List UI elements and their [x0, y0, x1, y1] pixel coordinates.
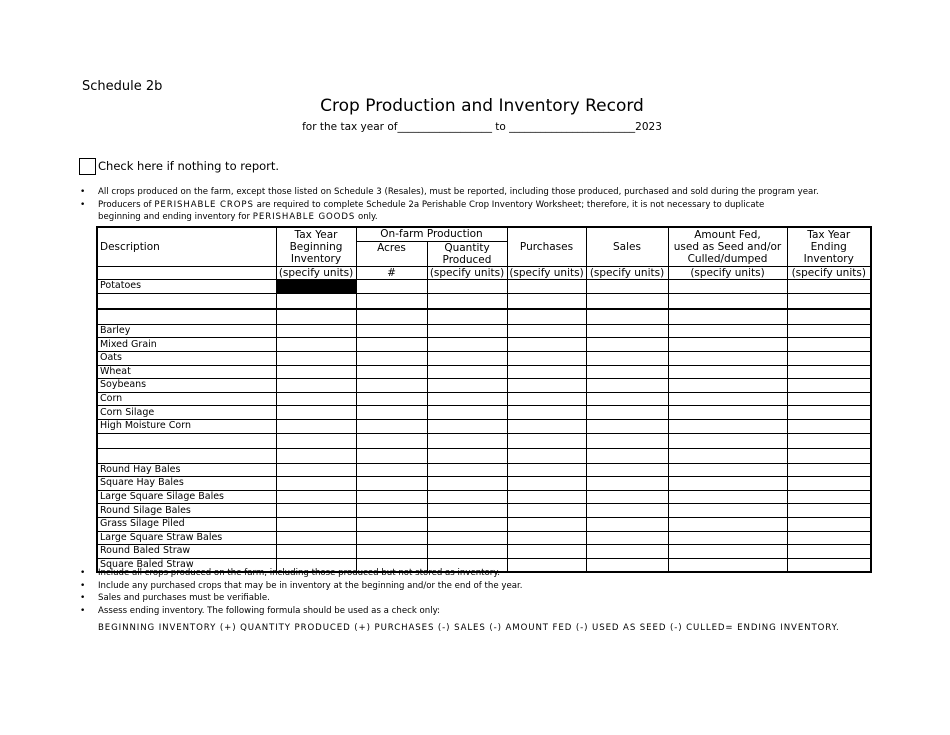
- crop-inventory-table: [96, 226, 872, 573]
- row-description: Wheat: [97, 365, 276, 379]
- input-cell-acres[interactable]: [356, 338, 427, 352]
- input-cell-purchases[interactable]: [507, 392, 586, 406]
- input-cell-amount-fed[interactable]: [668, 365, 787, 379]
- input-cell-quantity-produced[interactable]: [427, 463, 507, 477]
- input-cell-sales[interactable]: [586, 490, 668, 504]
- table-row: [97, 351, 871, 365]
- input-cell-sales[interactable]: [586, 379, 668, 393]
- input-cell-amount-fed[interactable]: [668, 379, 787, 393]
- note-text: Producers of: [98, 199, 155, 210]
- input-cell-acres[interactable]: [356, 351, 427, 365]
- table-row: [97, 365, 871, 379]
- row-description: Soybeans: [97, 379, 276, 393]
- input-cell-purchases[interactable]: [507, 545, 586, 559]
- input-cell-acres[interactable]: [356, 433, 427, 448]
- input-cell-purchases[interactable]: [507, 406, 586, 420]
- input-cell-quantity-produced[interactable]: [427, 309, 507, 325]
- table-row: [97, 379, 871, 393]
- input-cell-amount-fed[interactable]: [668, 517, 787, 531]
- note-text: Sales and purchases must be verifiable.: [98, 593, 270, 604]
- input-cell-purchases[interactable]: [507, 280, 586, 294]
- input-cell-sales[interactable]: [586, 365, 668, 379]
- input-cell-beginning-inventory[interactable]: [276, 504, 356, 518]
- input-cell-beginning-inventory[interactable]: [276, 531, 356, 545]
- input-cell-purchases[interactable]: [507, 448, 586, 463]
- table-row: [97, 293, 871, 309]
- input-cell-quantity-produced[interactable]: [427, 419, 507, 433]
- input-cell-acres[interactable]: [356, 545, 427, 559]
- input-cell-sales[interactable]: [586, 477, 668, 491]
- input-cell-acres[interactable]: [356, 419, 427, 433]
- input-cell-purchases[interactable]: [507, 531, 586, 545]
- input-cell-beginning-inventory[interactable]: [276, 379, 356, 393]
- input-cell-sales[interactable]: [586, 463, 668, 477]
- input-cell-ending-inventory[interactable]: [787, 531, 871, 545]
- input-cell-ending-inventory[interactable]: [787, 365, 871, 379]
- input-cell-acres[interactable]: [356, 365, 427, 379]
- input-cell-beginning-inventory[interactable]: [276, 448, 356, 463]
- note-text: only.: [355, 212, 378, 223]
- input-cell-quantity-produced[interactable]: [427, 504, 507, 518]
- table-row: [97, 406, 871, 420]
- row-description: Round Silage Bales: [97, 504, 276, 518]
- input-cell-sales[interactable]: [586, 531, 668, 545]
- inventory-formula: BEGINNING INVENTORY (+) QUANTITY PRODUCED (+) PURCHASES (-) SALES (-) AMOUNT FED (-) USED AS SEED (-) CULLED= ENDING INVENTORY.: [98, 623, 840, 633]
- input-cell-amount-fed[interactable]: [668, 419, 787, 433]
- input-cell-quantity-produced[interactable]: [427, 379, 507, 393]
- header-line: Inventory: [803, 252, 854, 265]
- input-cell-ending-inventory[interactable]: [787, 392, 871, 406]
- units-purchases: (specify units): [507, 266, 586, 280]
- input-cell-amount-fed[interactable]: [668, 406, 787, 420]
- input-cell-amount-fed[interactable]: [668, 338, 787, 352]
- input-cell-ending-inventory[interactable]: [787, 448, 871, 463]
- table-row: [97, 545, 871, 559]
- note-item: [80, 605, 870, 618]
- input-cell-amount-fed[interactable]: [668, 490, 787, 504]
- input-cell-beginning-inventory[interactable]: [276, 324, 356, 338]
- note-item: [80, 199, 870, 212]
- header-line: Tax Year: [294, 228, 338, 241]
- input-cell-purchases[interactable]: [507, 419, 586, 433]
- header-ending-inventory: [787, 227, 871, 266]
- input-cell-ending-inventory[interactable]: [787, 379, 871, 393]
- input-cell-quantity-produced[interactable]: [427, 490, 507, 504]
- input-cell-beginning-inventory[interactable]: [276, 419, 356, 433]
- input-cell-ending-inventory[interactable]: [787, 490, 871, 504]
- input-cell-quantity-produced[interactable]: [427, 324, 507, 338]
- input-cell-beginning-inventory[interactable]: [276, 406, 356, 420]
- header-line: Ending: [810, 240, 847, 253]
- row-description: Barley: [97, 324, 276, 338]
- table-row: [97, 531, 871, 545]
- input-cell-beginning-inventory[interactable]: [276, 392, 356, 406]
- input-cell-purchases[interactable]: [507, 365, 586, 379]
- table-row: [97, 517, 871, 531]
- note-text: are required to complete Schedule 2a Perishable Crop Inventory Worksheet; therefore, it is not necessary to duplicate: [253, 199, 765, 210]
- row-description: Round Hay Bales: [97, 463, 276, 477]
- input-cell-beginning-inventory[interactable]: [276, 351, 356, 365]
- row-description: [97, 293, 276, 309]
- header-sales: Sales: [586, 227, 668, 266]
- header-line: Produced: [442, 253, 492, 266]
- header-line: Beginning: [289, 240, 343, 253]
- input-cell-quantity-produced[interactable]: [427, 477, 507, 491]
- input-cell-sales[interactable]: [586, 351, 668, 365]
- input-cell-ending-inventory[interactable]: [787, 280, 871, 294]
- table-row: [97, 433, 871, 448]
- input-cell-acres[interactable]: [356, 392, 427, 406]
- input-cell-amount-fed[interactable]: [668, 504, 787, 518]
- input-cell-ending-inventory[interactable]: [787, 351, 871, 365]
- input-cell-purchases[interactable]: [507, 477, 586, 491]
- note-text: Include any purchased crops that may be in inventory at the beginning and/or the end of the year.: [98, 580, 523, 591]
- header-line: Tax Year: [807, 228, 851, 241]
- input-cell-acres[interactable]: [356, 531, 427, 545]
- input-cell-beginning-inventory[interactable]: [276, 338, 356, 352]
- header-acres: Acres: [356, 241, 427, 266]
- input-cell-amount-fed[interactable]: [668, 545, 787, 559]
- input-cell-acres[interactable]: [356, 463, 427, 477]
- input-cell-sales[interactable]: [586, 324, 668, 338]
- input-cell-ending-inventory[interactable]: [787, 463, 871, 477]
- input-cell-quantity-produced[interactable]: [427, 392, 507, 406]
- units-beginning-inventory: (specify units): [276, 266, 356, 280]
- note-text: All crops produced on the farm, except those listed on Schedule 3 (Resales), must be reported, including those produced, purchased and sold during the program year.: [98, 187, 819, 197]
- input-cell-amount-fed[interactable]: [668, 293, 787, 309]
- row-description: [97, 448, 276, 463]
- input-cell-quantity-produced[interactable]: [427, 545, 507, 559]
- input-cell-ending-inventory[interactable]: [787, 293, 871, 309]
- input-cell-amount-fed[interactable]: [668, 531, 787, 545]
- input-cell-purchases[interactable]: [507, 309, 586, 325]
- input-cell-sales[interactable]: [586, 392, 668, 406]
- header-beginning-inventory: [276, 227, 356, 266]
- input-cell-purchases[interactable]: [507, 517, 586, 531]
- input-cell-quantity-produced[interactable]: [427, 531, 507, 545]
- input-cell-acres[interactable]: [356, 309, 427, 325]
- input-cell-quantity-produced[interactable]: [427, 293, 507, 309]
- input-cell-quantity-produced[interactable]: [427, 338, 507, 352]
- input-cell-sales[interactable]: [586, 545, 668, 559]
- units-sales: (specify units): [586, 266, 668, 280]
- header-onfarm-production: On-farm Production: [356, 227, 507, 241]
- table-row: [97, 463, 871, 477]
- units-row: [97, 266, 871, 280]
- input-cell-beginning-inventory[interactable]: [276, 517, 356, 531]
- input-cell-ending-inventory[interactable]: [787, 338, 871, 352]
- input-cell-sales[interactable]: [586, 419, 668, 433]
- input-cell-quantity-produced[interactable]: [427, 351, 507, 365]
- table-row: [97, 309, 871, 325]
- header-line: Quantity: [444, 241, 490, 254]
- row-description: Large Square Silage Bales: [97, 490, 276, 504]
- units-ending-inventory: (specify units): [787, 266, 871, 280]
- table-row: [97, 280, 871, 294]
- input-cell-amount-fed[interactable]: [668, 280, 787, 294]
- tax-year-line: for the tax year of__________________ to ________________________2023: [302, 121, 662, 133]
- input-cell-ending-inventory[interactable]: [787, 419, 871, 433]
- row-description: Large Square Straw Bales: [97, 531, 276, 545]
- input-cell-acres[interactable]: [356, 293, 427, 309]
- input-cell-acres[interactable]: [356, 490, 427, 504]
- header-quantity-produced: [427, 241, 507, 266]
- input-cell-quantity-produced[interactable]: [427, 448, 507, 463]
- input-cell-beginning-inventory[interactable]: [276, 477, 356, 491]
- input-cell-sales[interactable]: [586, 433, 668, 448]
- table-row: [97, 338, 871, 352]
- input-cell-amount-fed[interactable]: [668, 433, 787, 448]
- table-row: [97, 477, 871, 491]
- input-cell-acres[interactable]: [356, 406, 427, 420]
- row-description: Mixed Grain: [97, 338, 276, 352]
- input-cell-sales[interactable]: [586, 448, 668, 463]
- input-cell-amount-fed[interactable]: [668, 448, 787, 463]
- input-cell-amount-fed[interactable]: [668, 392, 787, 406]
- input-cell-acres[interactable]: [356, 280, 427, 294]
- input-cell-beginning-inventory[interactable]: [276, 293, 356, 309]
- row-description: Round Baled Straw: [97, 545, 276, 559]
- input-cell-purchases[interactable]: [507, 379, 586, 393]
- input-cell-acres[interactable]: [356, 324, 427, 338]
- input-cell-quantity-produced[interactable]: [427, 280, 507, 294]
- note-item: [80, 592, 870, 605]
- header-description: Description: [97, 227, 276, 266]
- input-cell-ending-inventory[interactable]: [787, 406, 871, 420]
- note-text: Include all crops produced on the farm, including those produced but not stored as inventory.: [98, 568, 500, 578]
- table-row: [97, 490, 871, 504]
- input-cell-purchases[interactable]: [507, 293, 586, 309]
- row-description: Oats: [97, 351, 276, 365]
- schedule-label: Schedule 2b: [82, 79, 163, 94]
- units-quantity: (specify units): [427, 266, 507, 280]
- units-description: [97, 266, 276, 280]
- input-cell-beginning-inventory[interactable]: [276, 433, 356, 448]
- bottom-notes: [80, 567, 870, 617]
- row-description: [97, 433, 276, 448]
- top-notes: [80, 186, 870, 224]
- header-line: Culled/dumped: [687, 252, 768, 265]
- header-line: Amount Fed,: [694, 228, 761, 241]
- input-cell-purchases[interactable]: [507, 504, 586, 518]
- nothing-to-report-label: Check here if nothing to report.: [98, 159, 280, 173]
- input-cell-amount-fed[interactable]: [668, 351, 787, 365]
- input-cell-sales[interactable]: [586, 338, 668, 352]
- input-cell-ending-inventory[interactable]: [787, 477, 871, 491]
- table-row: [97, 448, 871, 463]
- input-cell-ending-inventory[interactable]: [787, 545, 871, 559]
- input-cell-beginning-inventory[interactable]: [276, 309, 356, 325]
- table-row: [97, 504, 871, 518]
- note-text: Assess ending inventory. The following formula should be used as a check only:: [98, 605, 440, 616]
- input-cell-purchases[interactable]: [507, 433, 586, 448]
- note-emphasis: PERISHABLE CROPS: [154, 199, 254, 210]
- input-cell-purchases[interactable]: [507, 490, 586, 504]
- input-cell-quantity-produced[interactable]: [427, 517, 507, 531]
- input-cell-purchases[interactable]: [507, 351, 586, 365]
- row-description: Square Baled Straw: [97, 558, 276, 572]
- input-cell-sales[interactable]: [586, 280, 668, 294]
- nothing-to-report-checkbox[interactable]: [79, 158, 96, 175]
- header-line: used as Seed and/or: [673, 240, 782, 253]
- input-cell-amount-fed[interactable]: [668, 463, 787, 477]
- note-item: [80, 567, 870, 580]
- input-cell-beginning-inventory[interactable]: [276, 365, 356, 379]
- input-cell-purchases[interactable]: [507, 463, 586, 477]
- input-cell-sales[interactable]: [586, 406, 668, 420]
- input-cell-acres[interactable]: [356, 517, 427, 531]
- input-cell-quantity-produced[interactable]: [427, 365, 507, 379]
- input-cell-sales[interactable]: [586, 293, 668, 309]
- row-description: Potatoes: [97, 280, 276, 294]
- input-cell-sales[interactable]: [586, 504, 668, 518]
- input-cell-beginning-inventory[interactable]: [276, 463, 356, 477]
- input-cell-amount-fed[interactable]: [668, 477, 787, 491]
- input-cell-acres[interactable]: [356, 504, 427, 518]
- table-row: [97, 324, 871, 338]
- input-cell-sales[interactable]: [586, 309, 668, 325]
- units-acres: #: [356, 266, 427, 280]
- input-cell-purchases[interactable]: [507, 338, 586, 352]
- input-cell-amount-fed[interactable]: [668, 324, 787, 338]
- input-cell-ending-inventory[interactable]: [787, 517, 871, 531]
- input-cell-sales[interactable]: [586, 517, 668, 531]
- input-cell-ending-inventory[interactable]: [787, 309, 871, 325]
- row-description: Grass Silage Piled: [97, 517, 276, 531]
- row-description: Corn Silage: [97, 406, 276, 420]
- note-item: [80, 580, 870, 593]
- input-cell-beginning-inventory[interactable]: [276, 490, 356, 504]
- table-row: [97, 392, 871, 406]
- input-cell-acres[interactable]: [356, 477, 427, 491]
- units-amount-fed: (specify units): [668, 266, 787, 280]
- note-continuation: [80, 211, 870, 224]
- input-cell-amount-fed[interactable]: [668, 309, 787, 325]
- input-cell-quantity-produced[interactable]: [427, 433, 507, 448]
- input-cell-ending-inventory[interactable]: [787, 433, 871, 448]
- table-row: [97, 419, 871, 433]
- note-text: beginning and ending inventory for: [98, 212, 253, 223]
- input-cell-beginning-inventory[interactable]: [276, 280, 356, 294]
- row-description: Corn: [97, 392, 276, 406]
- header-line: Inventory: [290, 252, 342, 265]
- input-cell-beginning-inventory[interactable]: [276, 545, 356, 559]
- input-cell-acres[interactable]: [356, 448, 427, 463]
- input-cell-quantity-produced[interactable]: [427, 406, 507, 420]
- input-cell-acres[interactable]: [356, 379, 427, 393]
- input-cell-ending-inventory[interactable]: [787, 504, 871, 518]
- header-purchases: Purchases: [507, 227, 586, 266]
- page-title: Crop Production and Inventory Record: [320, 96, 644, 116]
- input-cell-ending-inventory[interactable]: [787, 324, 871, 338]
- row-description: [97, 309, 276, 325]
- row-description: High Moisture Corn: [97, 419, 276, 433]
- row-description: Square Hay Bales: [97, 477, 276, 491]
- header-amount-fed: [668, 227, 787, 266]
- input-cell-purchases[interactable]: [507, 324, 586, 338]
- note-item: [80, 186, 870, 199]
- note-emphasis: PERISHABLE GOODS: [252, 212, 356, 223]
